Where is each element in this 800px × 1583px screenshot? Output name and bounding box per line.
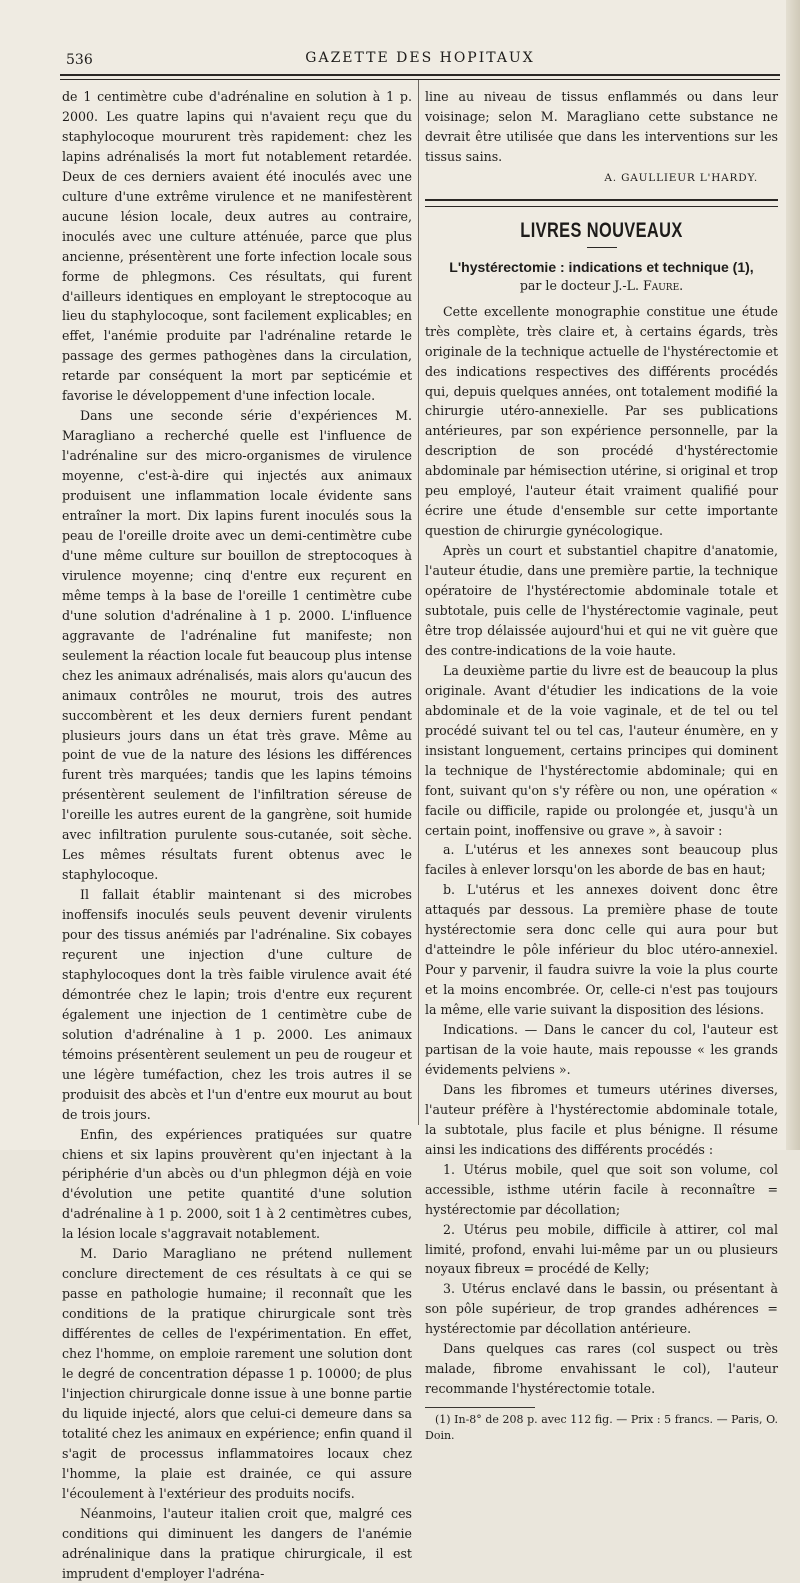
paragraph: La deuxième partie du livre est de beaucoup la plus originale. Avant d'étudier les indications de la voie abdominale et de la voie vaginale, et de tel ou tel procédé suivant tel ou tel cas, l'auteur énumère, en y insistant longuement, certains principes qui dominent la technique de l'hystérectomie abdominale; qui en font, suivant qu'on s'y réfère ou non, une opération « facile ou difficile, rapide ou prolongée et, jusqu'à un certain point, inoffensive ou grave », à savoir : [425, 662, 778, 838]
list-item: b. L'utérus et les annexes doivent donc être attaqués par dessous. La première phase de toute hystérectomie sera donc celle qui aura pour but d'atteindre le pôle inférieur du bloc utéro-annexiel. Pour y parvenir, il faudra suivre la voie la plus courte et la moins encombrée. Or, celle-ci n'est pas toujours la même, elle varie suivant la disposition des lésions. [425, 882, 778, 1018]
paragraph: M. Dario Maragliano ne prétend nullement conclure directement de ces résultats à ce qui se passe en pathologie humaine; il reconnaît que les conditions de la pratique chirurgicale sont très différentes de celles de l'expérimentation. En effet, chez l'homme, on emploie rarement une solution dont le degré de concentration dépasse 1 p. 10000; de plus l'injection chirurgicale donne issue à une bonne partie du liquide injecté, alors que celui-ci demeure dans sa totalité chez les animaux en expérience; enfin quand il s'agit de processus inflammatoires locaux chez l'homme, la plaie est drainée, ce qui assure l'écoulement à l'extérieur des produits nocifs. [62, 1246, 412, 1501]
book-author [425, 276, 778, 296]
list-item: a. L'utérus et les annexes sont beaucoup plus faciles à enlever lorsqu'on les aborde de bas en haut; [425, 842, 778, 878]
section-title: LIVRES NOUVEAUX [520, 218, 683, 242]
list-item: 2. Utérus peu mobile, difficile à attirer, col mal limité, profond, envahi lui-même par un ou plusieurs noyaux fibreux = procédé de Kelly; [425, 1221, 778, 1277]
paragraph: Il fallait établir maintenant si des microbes inoffensifs inoculés seuls peuvent devenir virulents pour des tissus anémiés par l'adrénaline. Six cobayes reçurent une injection d'une culture de staphylocoques dont la très faible virulence avait été démontrée chez le lapin; trois d'entre eux reçurent également une injection de 1 centimètre cube de solution d'adrénaline à 1 p. 2000. Les animaux témoins présentèrent seulement un peu de rougeur et une légère tuméfaction, chez les trois autres il se produisit des abcès et l'un d'entre eux mourut au bout de trois jours. [62, 887, 412, 1122]
paragraph: de 1 centimètre cube d'adrénaline en solution à 1 p. 2000. Les quatre lapins qui n'avaient reçu que du staphylocoque moururent très rapidement: chez les lapins adrénalisés la mort fut notablement retardée. Deux de ces derniers avaient été inoculés avec une culture d'une extrême virulence et ne manifestèrent aucune lésion locale, deux autres au contraire, inoculés avec une culture atténuée, parce que plus ancienne, présentèrent une forte infection locale sous forme de phlegmons. Ces résultats, qui furent d'ailleurs identiques en employant le streptocoque au lieu du staphylocoque, sont facilement explicables; en effet, l'anémie produite par l'adrénaline retarde le passage des germes pathogènes dans la circulation, retarde par conséquent la mort par septicémie et favorise le développement d'une infection locale. [62, 89, 412, 404]
list-item: 1. Utérus mobile, quel que soit son volume, col accessible, isthme utérin facile à reconnaître = hystérectomie par décollation; [425, 1161, 778, 1217]
column-separator [418, 80, 419, 1125]
footnote-rule [425, 1407, 535, 1408]
paragraph: Cette excellente monographie constitue une étude très complète, très claire et, à certains égards, très originale de la technique actuelle de l'hystérectomie et des indications respectives des différents procédés qui, depuis quelques années, ont totalement modifié la chirurgie utéro-annexielle. Par ses publications antérieures, par son expérience personnelle, par la description de son procédé d'hystérectomie abdominale par hémisection utérine, si original et trop peu employé, l'auteur était vraiment qualifié pour écrire une étude d'ensemble sur cette importante question de chirurgie gynécologique. [425, 303, 778, 539]
paragraph: Néanmoins, l'auteur italien croit que, malgré ces conditions qui diminuent les dangers de l'anémie adrénalinique dans la pratique chirurgicale, il est imprudent d'employer l'adréna- [62, 1505, 412, 1581]
journal-title: GAZETTE DES HOPITAUX [305, 50, 535, 66]
author-name: Faure. [642, 277, 684, 293]
title-underline [587, 247, 617, 248]
book-title: L'hystérectomie : indications et technique (1), [449, 258, 754, 275]
paragraph: Après un court et substantiel chapitre d'anatomie, l'auteur étudie, dans une première partie, la technique opératoire de l'hystérectomie abdominale totale et subtotale, puis celle de l'hystérectomie vaginale, peut être trop délaissée aujourd'hui et qui ne vit guère que des contre-indications de la voie haute. [425, 543, 778, 658]
paragraph: Dans une seconde série d'expériences M. Maragliano a recherché quelle est l'influence de l'adrénaline sur des micro-organismes de virulence moyenne, c'est-à-dire qui injectés aux animaux produisent une inflammation locale évidente sans entraîner la mort. Dix lapins furent inoculés sous la peau de l'oreille droite avec un demi-centimètre cube d'une même culture sur bouillon de streptocoques à virulence moyenne; cinq d'entre eux reçurent en même temps à la base de l'oreille 1 centimètre cube d'une solution d'adrénaline à 1 p. 2000. L'influence aggravante de l'adrénaline fut manifeste; non seulement la réaction locale fut beaucoup plus intense chez les animaux adrénalisés, mais alors qu'aucun des animaux contrôles ne mourut, trois des autres succombèrent et les deux derniers furent pendant plusieurs jours dans un état très grave. Même au point de vue de la nature des lésions les différences furent très marquées; tandis que les lapins témoins présentèrent seulement de l'infiltration séreuse de l'oreille les autres eurent de la gangrène, soit humide avec infiltration purulente sous-cutanée, soit sèche. Les mêmes résultats furent obtenus avec le staphylocoque. [62, 408, 412, 883]
right-column [425, 87, 778, 1444]
article-signature: A. GAULLIEUR L'HARDY. [604, 171, 758, 184]
section-rule [425, 199, 778, 207]
page-header [60, 46, 780, 76]
paragraph: Dans quelques cas rares (col suspect ou très malade, fibrome envahissant le col), l'auteur recommande l'hystérectomie totale. [425, 1341, 778, 1397]
paragraph: Indications. — Dans le cancer du col, l'auteur est partisan de la voie haute, mais repousse « les grands évidements pelviens ». [425, 1022, 778, 1077]
page-number: 536 [66, 52, 93, 68]
paragraph: line au niveau de tissus enflammés ou dans leur voisinage; selon M. Maragliano cette substance ne devrait être utilisée que dans les interventions sur les tissus sains. [425, 89, 778, 164]
footnote: (1) In-8° de 208 p. avec 112 fig. — Prix : 5 francs. — Paris, O. Doin. [425, 1413, 778, 1443]
paragraph: Dans les fibromes et tumeurs utérines diverses, l'auteur préfère à l'hystérectomie abdominale totale, la subtotale, plus facile et plus bénigne. Il résume ainsi les indications des différents procédés : [425, 1081, 778, 1157]
left-column [62, 87, 412, 1583]
paragraph: Enfin, des expériences pratiquées sur quatre chiens et six lapins prouvèrent qu'en injectant à la périphérie d'un abcès ou d'un phlegmon déjà en voie d'évolution une petite quantité d'une solution d'adrénaline à 1 p. 2000, soit 1 à 2 centimètres cubes, la lésion locale s'aggravait notablement. [62, 1126, 412, 1242]
page-edge-shadow [786, 0, 800, 1150]
author-prefix: par le docteur J.-L. [519, 277, 643, 293]
list-item: 3. Utérus enclavé dans le bassin, ou présentant à son pôle supérieur, de trop grandes adhérences = hystérectomie par décollation antérieure. [425, 1281, 778, 1337]
header-rule [60, 74, 780, 80]
